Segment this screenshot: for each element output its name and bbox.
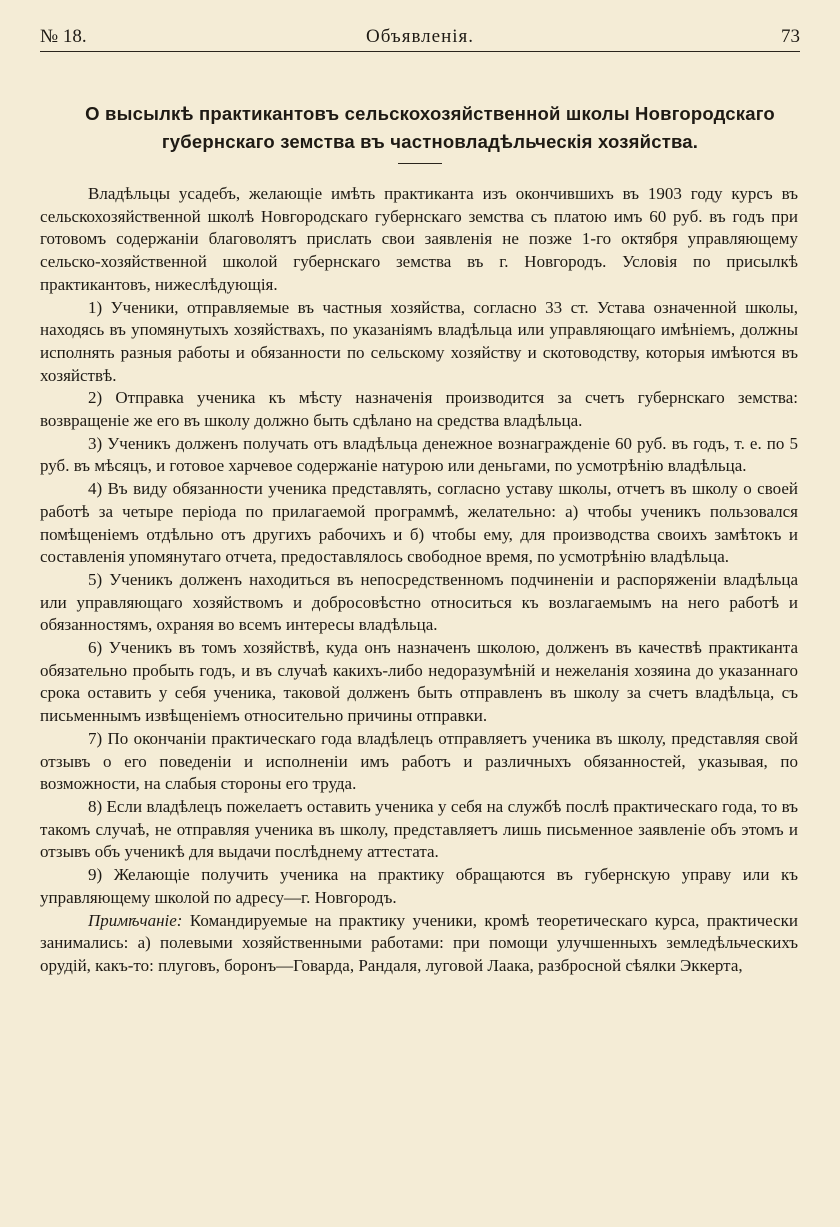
condition-paragraph-7: 7) По окончаніи практическаго года владѣлецъ отправляетъ ученика въ школу, представляя свой отзывъ о его поведеніи и исполненіи имъ работъ и различныхъ обязанностей, указывая, по возможности, на слабыя стороны его труда. xyxy=(40,728,798,794)
intro-paragraph: Владѣльцы усадебъ, желающіе имѣть практиканта изъ окончившихъ въ 1903 году курсъ въ сельскохозяйственной школѣ Новгородскаго губернскаго земства съ платою имъ 60 руб. въ годъ при готовомъ содержаніи благоволятъ прислать свои заявленія не позже 1-го октября управляющему сельско-хозяйственной школой губернскаго земства въ г. Новгородъ. Условія по присылкѣ практикантовъ, нижеслѣдующія. xyxy=(40,184,798,294)
condition-paragraph-3: 3) Ученикъ долженъ получать отъ владѣльца денежное вознагражденіе 60 руб. въ годъ, т. е. по 5 руб. въ мѣсяцъ, и готовое харчевое содержаніе натурою или деньгами, по усмотрѣнію владѣльца. xyxy=(40,433,798,476)
condition-paragraph-5: 5) Ученикъ долженъ находиться въ непосредственномъ подчиненіи и распоряженіи владѣльца или управляющаго хозяйствомъ и добросовѣстно относиться къ возлагаемымъ на него работѣ и обязанностямъ, охраняя во всемъ интересы владѣльца. xyxy=(40,569,798,635)
page-number: 73 xyxy=(781,26,800,47)
condition-paragraph-4: 4) Въ виду обязанности ученика представлять, согласно уставу школы, отчетъ въ школу о своей работѣ за четыре періода по прилагаемой программѣ, желательно: а) чтобы ученикъ пользовался помѣщеніемъ отдѣльно отъ другихъ рабочихъ и б) чтобы ему, для производства своихъ замѣтокъ и составленія упомянутаго отчета, предоставлялось свободное время, по усмотрѣнію владѣльца. xyxy=(40,479,798,567)
condition-paragraph-1: 1) Ученики, отправляемые въ частныя хозяйства, согласно 33 ст. Устава означенной школы, находясь въ упомянутыхъ хозяйствахъ, по указаніямъ владѣльца или управляющаго имѣніемъ, должны исполнять разныя работы и обязанности по сельскому хозяйству и скотоводству, которыя имѣются въ хозяйствѣ. xyxy=(40,297,798,385)
title-divider xyxy=(398,163,442,164)
note-text: Командируемые на практику ученики, кромѣ теоретическаго курса, практически занимались: а) полевыми хозяйственными работами: при помощи улучшенныхъ земледѣльческихъ орудій, какъ-то: плуговъ, боронъ—Говарда, Рандаля, луговой Лаака, разбросной сѣялки Эккерта, xyxy=(40,910,798,975)
issue-number: № 18. xyxy=(40,26,87,47)
condition-paragraph-9: 9) Желающіе получить ученика на практику обращаются въ губернскую управу или къ управляющему школой по адресу—г. Новгородъ. xyxy=(40,865,798,907)
header-rule xyxy=(40,51,800,52)
running-head xyxy=(40,22,800,52)
section-title: Объявленія. xyxy=(365,26,475,47)
announcement-title: О высылкѣ практикантовъ сельскохозяйственной школы Новгородскаго губернскаго земства въ частновладѣльческія хозяйства. xyxy=(85,103,775,152)
note-paragraph xyxy=(40,910,798,978)
note-label: Примѣчаніе: xyxy=(88,910,183,930)
announcement-body xyxy=(40,183,798,978)
condition-paragraph-2: 2) Отправка ученика къ мѣсту назначенія производится за счетъ губернскаго земства: возвращеніе же его въ школу должно быть сдѣлано на средства владѣльца. xyxy=(40,388,798,431)
condition-paragraph-6: 6) Ученикъ въ томъ хозяйствѣ, куда онъ назначенъ школою, долженъ въ качествѣ практиканта обязательно пробыть годъ, и въ случаѣ какихъ-либо недоразумѣній и нежеланія хозяина до указаннаго срока оставить у себя ученика, таковой долженъ быть отправленъ въ школу за счетъ владѣльца, съ письменнымъ извѣщеніемъ относительно причины отправки. xyxy=(40,638,798,726)
condition-paragraph-8: 8) Если владѣлецъ пожелаетъ оставить ученика у себя на службѣ послѣ практическаго года, то въ такомъ случаѣ, не отправляя ученика въ школу, представляетъ лишь письменное заявленіе объ этомъ и отзывъ объ ученикѣ для выдачи послѣднему аттестата. xyxy=(40,796,798,862)
